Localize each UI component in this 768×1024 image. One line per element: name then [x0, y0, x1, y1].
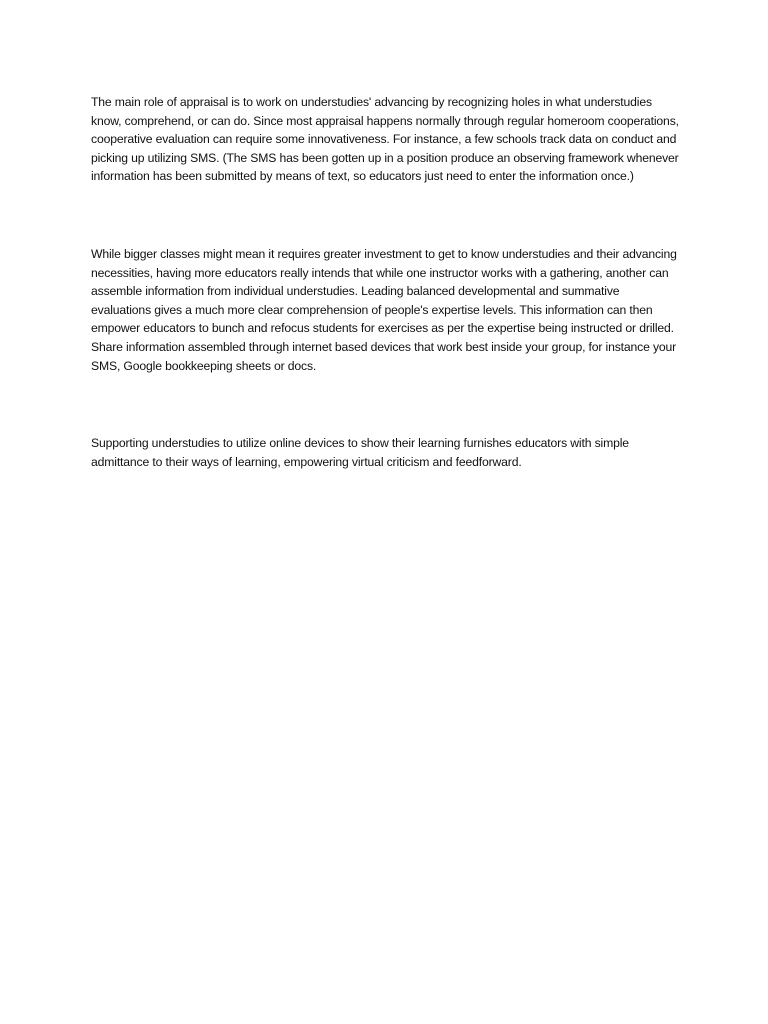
- body-paragraph-1: The main role of appraisal is to work on understudies' advancing by recognizing holes in what understudies know, comprehend, or can do. Since most appraisal happens normally through regular homeroom cooperations, cooperative evaluation can require some innovativeness. For instance, a few schools track data on conduct and picking up utilizing SMS. (The SMS has been gotten up in a position produce an observing framework whenever information has been submitted by means of text, so educators just need to enter the information once.): [91, 95, 679, 184]
- body-paragraph-2: While bigger classes might mean it requires greater investment to get to know understudies and their advancing necessities, having more educators really intends that while one instructor works with a gathering, another can assemble information from individual understudies. Leading balanced developmental and summative evaluations gives a much more clear comprehension of people's expertise levels. This information can then empower educators to bunch and refocus students for exercises as per the expertise being instructed or drilled. Share information assembled through internet based devices that work best inside your group, for instance your SMS, Google bookkeeping sheets or docs.: [91, 247, 677, 373]
- body-paragraph-3: Supporting understudies to utilize online devices to show their learning furnishes educators with simple admittance to their ways of learning, empowering virtual criticism and feedforward.: [91, 436, 629, 469]
